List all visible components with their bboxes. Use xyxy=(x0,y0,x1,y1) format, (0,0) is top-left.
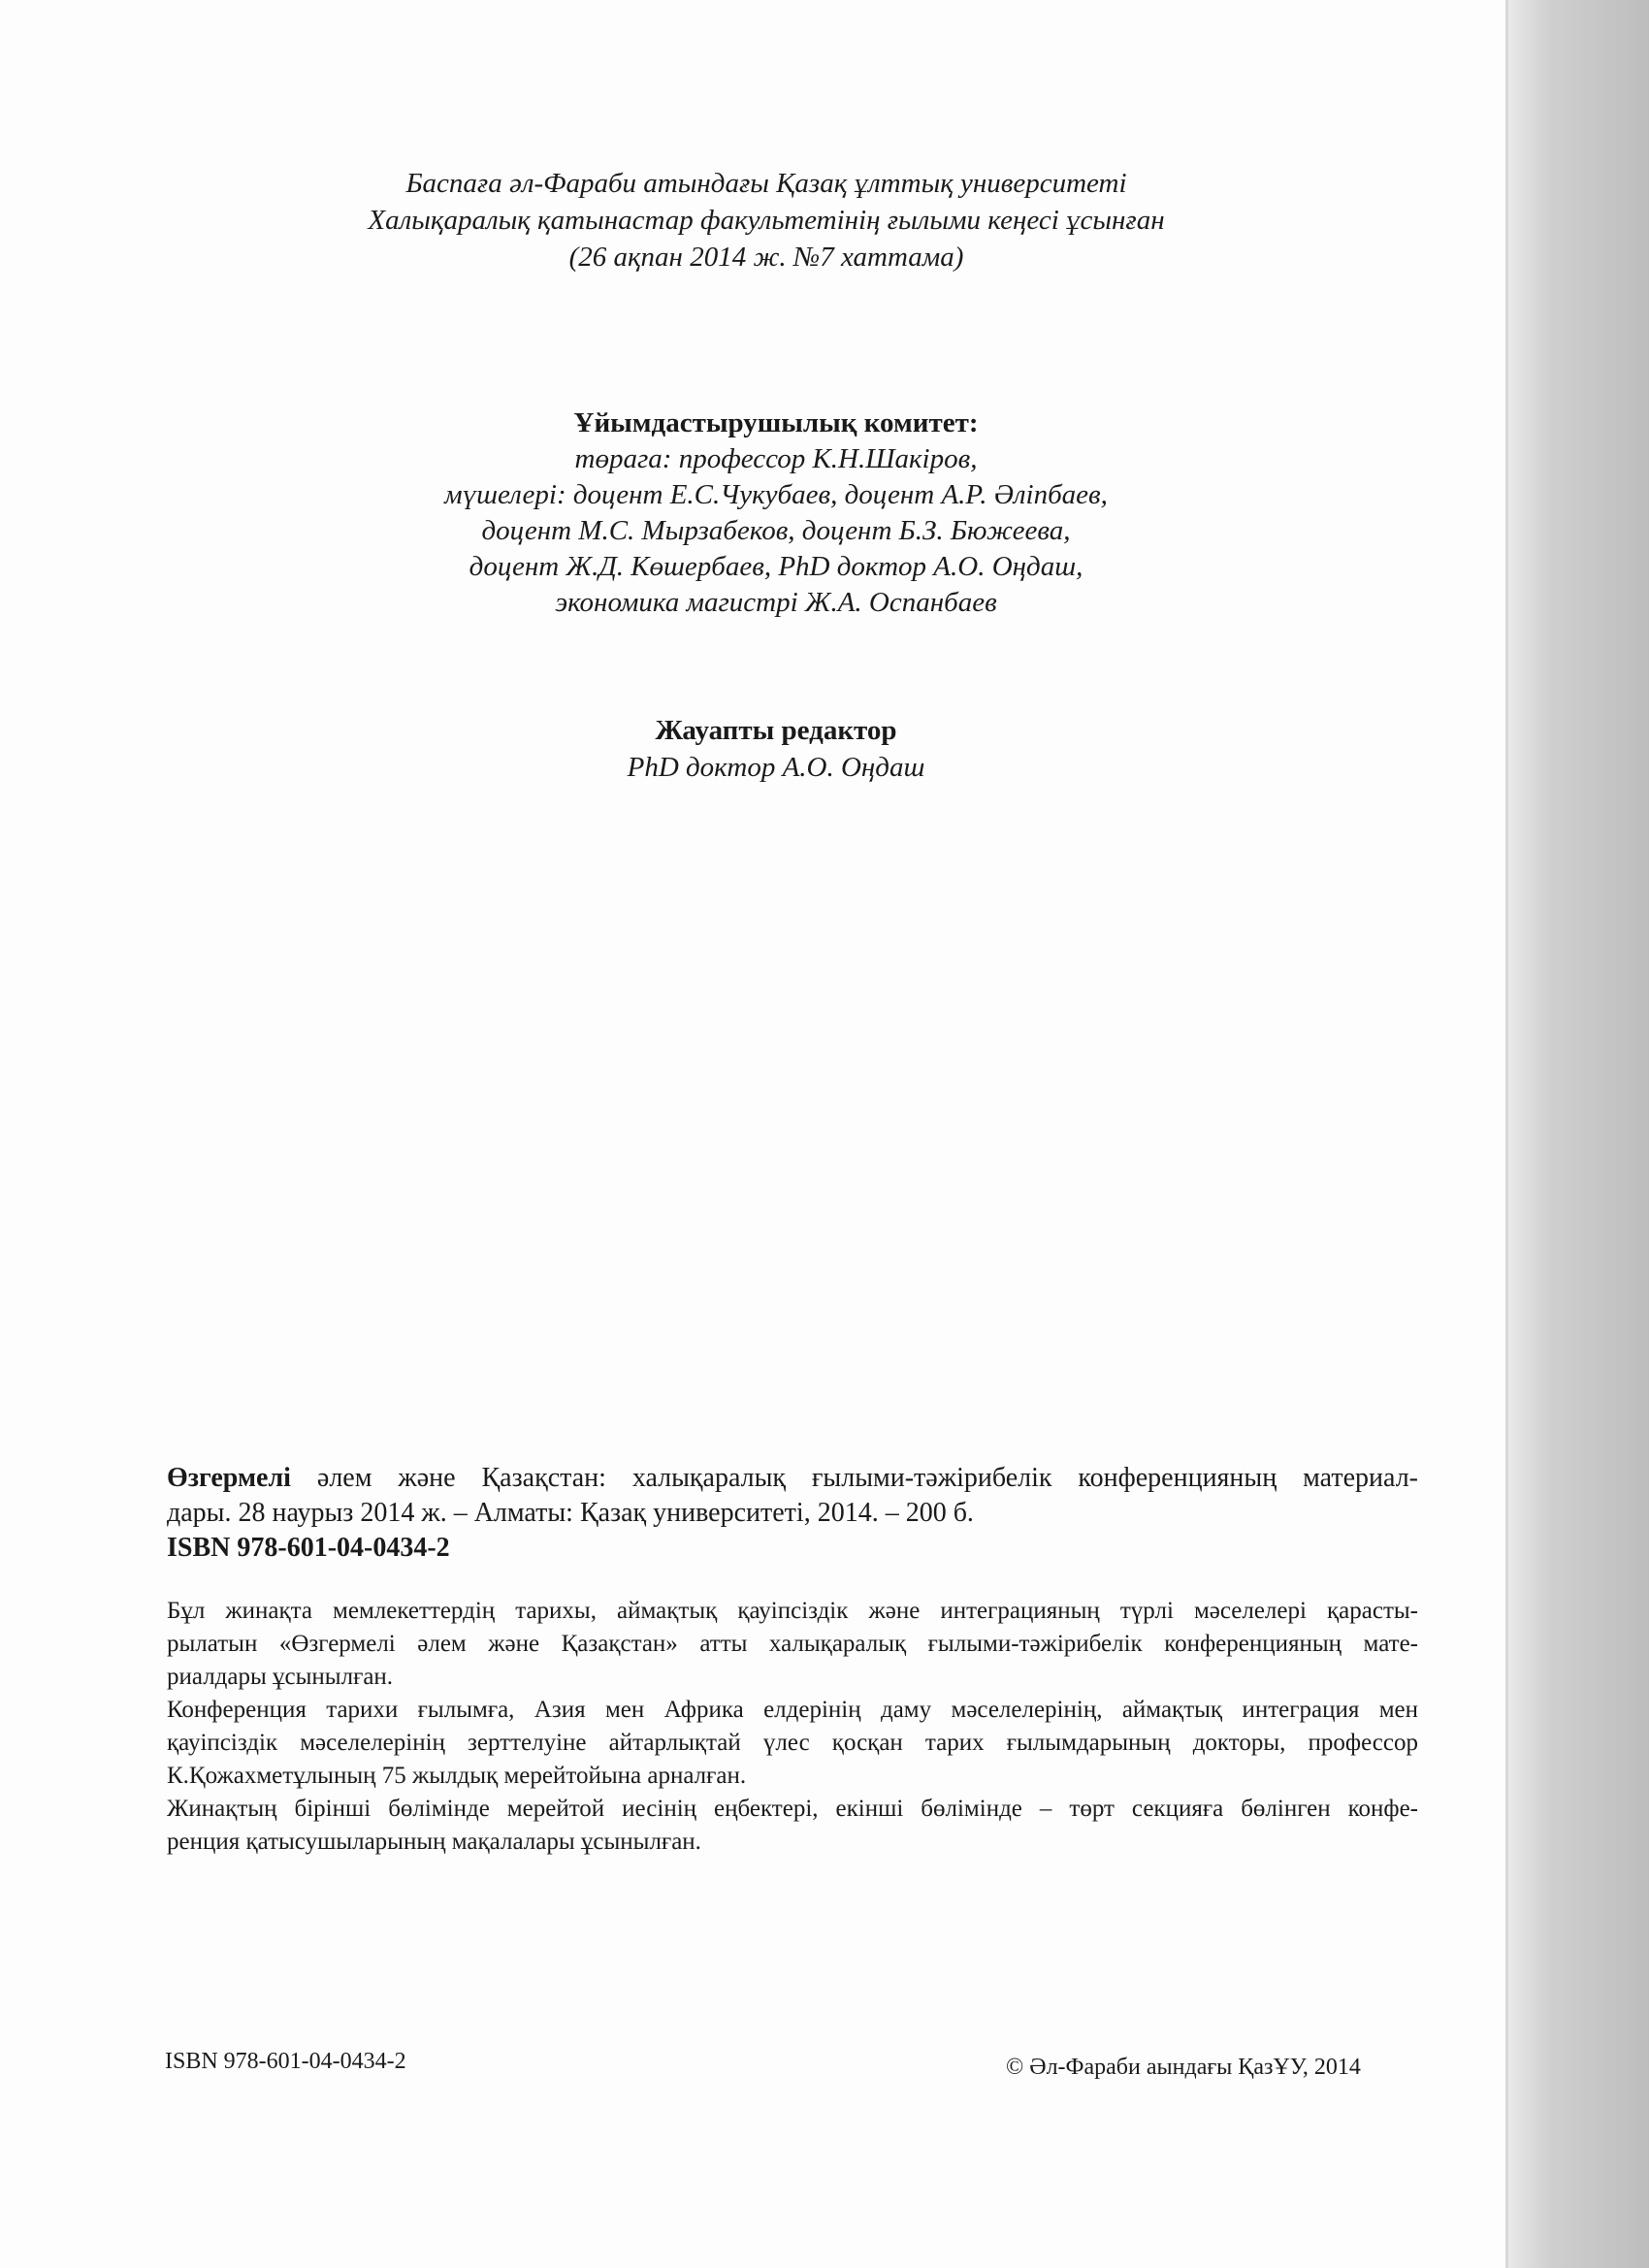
approval-line-3: (26 ақпан 2014 ж. №7 хаттама) xyxy=(568,242,964,273)
approval-notice xyxy=(194,165,1339,275)
footer-isbn: ISBN 978-601-04-0434-2 xyxy=(165,2049,406,2074)
bibliographic-record xyxy=(167,1461,1418,1566)
abstract-p1-line-1: Бұл жинақта мемлекеттердің тарихы, аймақтық қауіпсіздік және интеграцияның түрлі мәселелері қарасты- xyxy=(167,1598,1418,1624)
committee-line-3: доцент М.С. Мырзабеков, доцент Б.З. Бюжеева, xyxy=(481,515,1071,546)
editor-heading: Жауапты редактор xyxy=(655,715,897,746)
biblio-title-bold: Өзгермелі xyxy=(167,1463,291,1493)
approval-line-2: Халықаралық қатынастар факультетінің ғылыми кеңесі ұсынған xyxy=(368,205,1165,236)
biblio-line-1 xyxy=(167,1461,1418,1496)
approval-line-1: Баспаға әл-Фараби атындағы Қазақ ұлттық университеті xyxy=(405,168,1127,199)
abstract-p1-line-3: риалдары ұсынылған. xyxy=(167,1664,394,1690)
committee-line-5: экономика магистрі Ж.А. Оспанбаев xyxy=(555,587,997,618)
footer-copyright: © Әл-Фараби аындағы ҚазҰУ, 2014 xyxy=(1006,2055,1361,2080)
organizing-committee xyxy=(194,405,1358,621)
abstract-p3-line-2: ренция қатысушыларының мақалалары ұсынылған. xyxy=(167,1829,701,1855)
responsible-editor xyxy=(291,712,1261,786)
committee-line-1: төрага: профессор К.Н.Шакіров, xyxy=(574,443,978,474)
committee-line-2: мүшелері: доцент Е.С.Чукубаев, доцент А.Р. Әліпбаев, xyxy=(444,479,1108,510)
abstract-p1-line-2: рылатын «Өзгермелі әлем және Қазақстан» атты халықаралық ғылыми-тәжірибелік конференцияның мате- xyxy=(167,1631,1418,1657)
abstract-p2-line-1: Конференция тарихи ғылымға, Азия мен Африка елдерінің даму мәселелерінің, аймақтық интеграция мен xyxy=(167,1697,1418,1723)
abstract-p2-line-3: К.Қожахметұлының 75 жылдық мерейтойына арналған. xyxy=(167,1763,747,1789)
biblio-line-2: дары. 28 наурыз 2014 ж. – Алматы: Қазақ университеті, 2014. – 200 б. xyxy=(167,1498,974,1528)
biblio-line-1-rest: әлем және Қазақстан: халықаралық ғылыми-тәжірибелік конференцияның материал- xyxy=(290,1463,1418,1493)
committee-heading: Ұйымдастырушылық комитет: xyxy=(573,407,979,438)
scanner-edge xyxy=(1508,0,1649,2268)
editor-name: PhD доктор А.О. Оңдаш xyxy=(627,752,925,783)
committee-line-4: доцент Ж.Д. Көшербаев, PhD доктор А.О. Оңдаш, xyxy=(469,551,1083,582)
abstract xyxy=(167,1595,1418,1859)
biblio-isbn: ISBN 978-601-04-0434-2 xyxy=(167,1533,450,1563)
abstract-p3-line-1: Жинақтың бірінші бөлімінде мерейтой иесінің еңбектері, екінші бөлімінде – төрт секцияға бөлінген конфе- xyxy=(167,1796,1418,1822)
abstract-p2-line-2: қауіпсіздік мәселелерінің зерттелуіне айтарлықтай үлес қосқан тарих ғылымдарының докторы, профессор xyxy=(167,1730,1418,1756)
